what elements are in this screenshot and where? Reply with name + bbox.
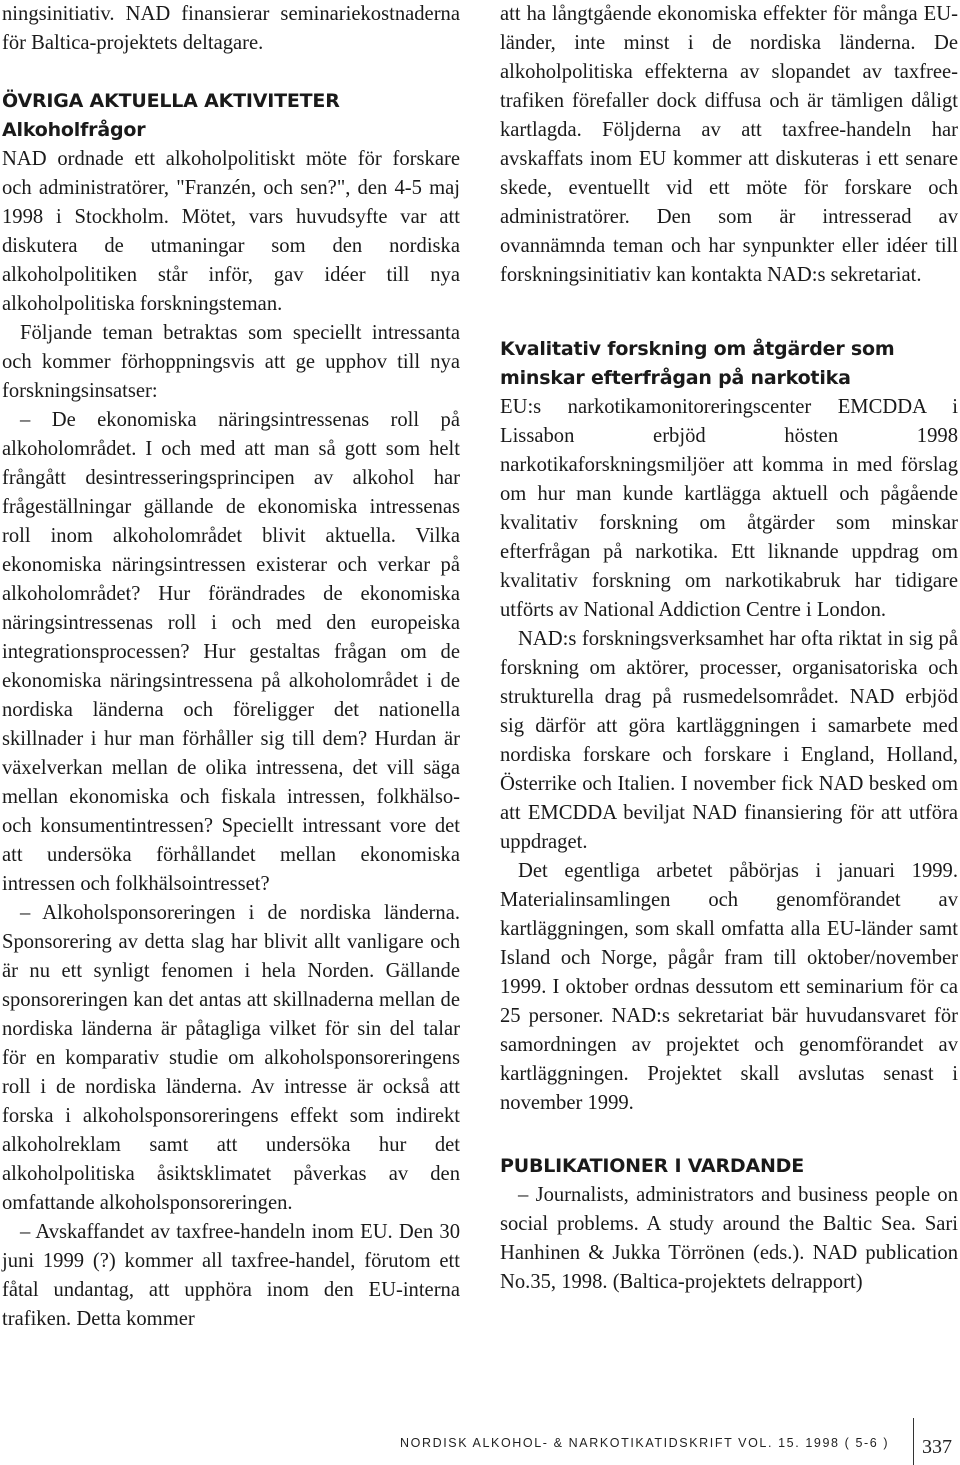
body-paragraph: – Avskaffandet av taxfree-handeln inom EU. Den 30 juni 1999 (?) kommer all taxfree-handel, förutom ett fåtal undantag, att upphöra inom den EU-interna trafiken. Detta kommer <box>2 1221 460 1330</box>
left-column <box>2 0 460 1334</box>
page-number: 337 <box>922 1436 952 1458</box>
body-paragraph: – Journalists, administrators and business people on social problems. A study around the Baltic Sea. Sari Hanhinen & Jukka Törrönen (eds.). NAD publication No.35, 1998. (Baltica-projektets delrapport) <box>500 1184 958 1293</box>
section-heading: ÖVRIGA AKTUELLA AKTIVITETER <box>2 90 340 112</box>
sub-heading: Alkoholfrågor <box>2 119 146 141</box>
body-paragraph: EU:s narkotikamonitoreringscenter EMCDDA i Lissabon erbjöd hösten 1998 narkotikaforskningsmiljöer att komma in med förslag om hur man kunde kartlägga aktuell och pågående kvalitativ forskning om åtgärder som minskar efterfrågan på narkotika. Ett liknande uppdrag om kvalitativ forskning om narkotikabruk har tidigare utförts av National Addiction Centre i London. <box>500 396 958 621</box>
body-paragraph: Följande teman betraktas som speciellt intressanta och kommer förhoppningsvis att ge upphov till nya forskningsinsatser: <box>2 322 460 402</box>
footer-divider <box>913 1418 914 1465</box>
journal-footer: NORDISK ALKOHOL- & NARKOTIKATIDSKRIFT VOL. 15. 1998 ( 5-6 ) <box>400 1436 890 1450</box>
body-paragraph: NAD ordnade ett alkoholpolitiskt möte för forskare och administratörer, "Franzén, och sen?", den 4-5 maj 1998 i Stockholm. Mötet, vars huvudsyfte var att diskutera de utmaningar som den nordiska alkoholpolitiken står inför, gav idéer till nya alkoholpolitiska forskningsteman. <box>2 148 460 315</box>
body-paragraph: – De ekonomiska näringsintressenas roll på alkoholområdet. I och med att man så gott som helt frångått desintresseringsprincipen av alkohol har frågeställningar gällande de ekonomiska intressenas roll inom alkoholområdet blivit aktuella. Vilka ekonomiska näringsintressen existerar och verkar på alkoholområdet? Hur förändrades de ekonomiska näringsintressenas roll i och med den europeiska integrationsprocessen? Hur gestaltas frågan om de ekonomiska näringsintressena på alkoholområdet i de nordiska länderna och föreligger det nationella skillnader i hur man förhåller sig till dem? Hurdan är växelverkan mellan de olika intressena, det vill säga mellan ekonomiska och fiskala intressen, folkhälso- och konsumentintressen? Speciellt intressant vore det att undersöka förhållandet mellan ekonomiska intressen och folkhälsointresset? <box>2 409 460 895</box>
spacer <box>500 290 958 335</box>
section-heading: Kvalitativ forskning om åtgärder som minskar efterfrågan på narkotika <box>500 338 895 389</box>
body-paragraph: – Alkoholsponsoreringen i de nordiska länderna. Sponsorering av detta slag har blivit allt vanligare och är nu ett synligt fenomen i hela Norden. Gällande sponsoreringen kan det antas att skillnaderna mellan de nordiska länderna är påtagliga vilket för sin del talar för en komparativ studie om alkoholsponsoreringens roll i de nordiska länderna. Av intresse är också att forska i alkoholsponsoreringens effekt som indirekt alkoholreklam samt att undersöka hur det alkoholpolitiska åsiktsklimatet påverkas av den omfattande alkoholsponsoreringen. <box>2 902 460 1214</box>
body-paragraph: NAD:s forskningsverksamhet har ofta riktat in sig på forskning om aktörer, processer, organisatoriska och strukturella drag på rusmedelsområdet. NAD erbjöd sig därför att göra kartläggningen i samarbete med nordiska forskare och forskare i England, Holland, Österrike och Italien. I november fick NAD besked om att EMCDDA beviljat NAD finansiering för att utföra uppdraget. <box>500 628 958 853</box>
body-paragraph: Det egentliga arbetet påbörjas i januari 1999. Materialinsamlingen och genomförandet av kartläggningen, som skall omfatta alla EU-länder samt Island och Norge, pågår fram till oktober/november 1999. I oktober ordnas dessutom ett seminarium för ca 25 personer. NAD:s sekretariat bär huvudansvaret för samordningen av projektet och genomförandet av kartläggningen. Projektet skall avslutas senast i november 1999. <box>500 860 958 1114</box>
spacer <box>2 58 460 87</box>
intro-paragraph: ningsinitiativ. NAD finansierar seminariekostnaderna för Baltica-projektets deltagare. <box>2 3 460 54</box>
right-column <box>500 0 958 1297</box>
spacer <box>500 1118 958 1152</box>
section-heading: PUBLIKATIONER I VARDANDE <box>500 1155 805 1177</box>
body-paragraph: att ha långtgående ekonomiska effekter för många EU-länder, inte minst i de nordiska länderna. De alkoholpolitiska effekterna av slopandet av taxfree-trafiken förefaller dock diffusa och är tämligen dåligt kartlagda. Följderna av att taxfree-handeln har avskaffats inom EU kommer att diskuteras i ett senare skede, eventuellt vid ett möte för forskare och administratörer. Den som är intresserad av ovannämnda teman och har synpunkter eller idéer till forskningsinitiativ kan kontakta NAD:s sekretariat. <box>500 3 958 286</box>
